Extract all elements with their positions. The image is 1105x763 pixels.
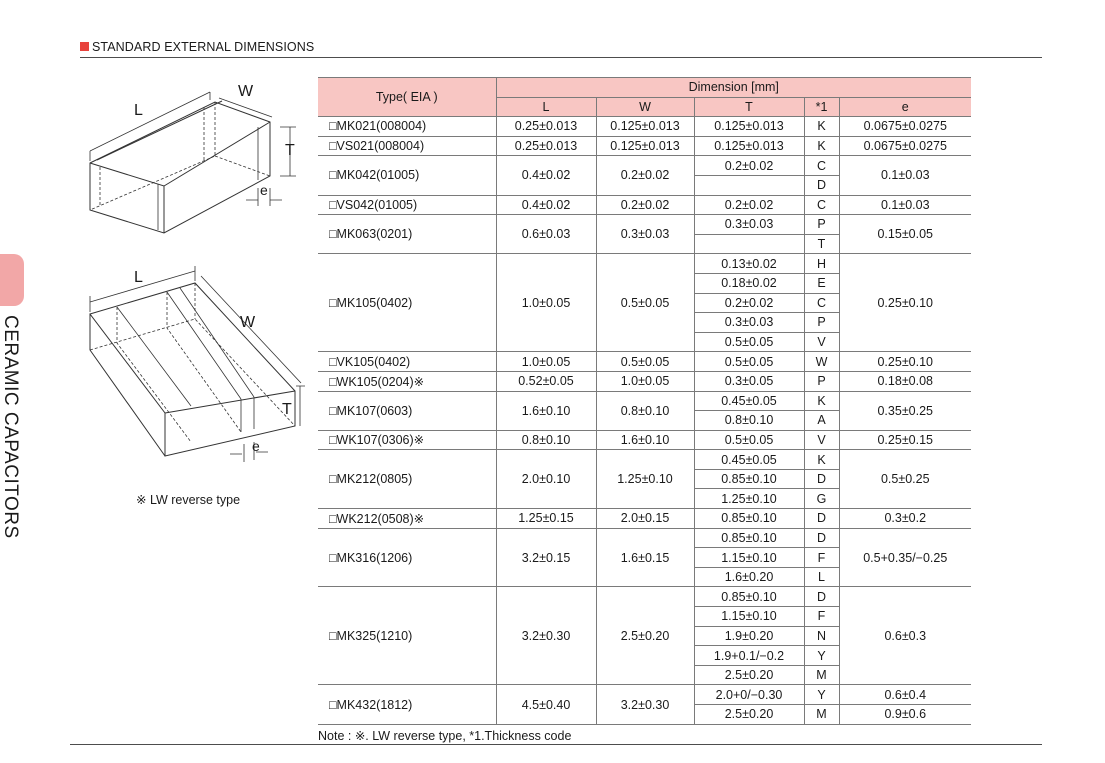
l-cell: 0.25±0.013: [496, 136, 596, 156]
thickness-code-cell: K: [804, 117, 839, 137]
type-cell: □MK105(0402): [318, 254, 496, 352]
t-cell: 0.3±0.03: [694, 313, 804, 333]
t-cell: 1.15±0.10: [694, 607, 804, 627]
t-cell: 0.3±0.05: [694, 371, 804, 391]
l-cell: 2.0±0.10: [496, 450, 596, 509]
type-cell: □WK107(0306)※: [318, 430, 496, 450]
thickness-code-cell: P: [804, 371, 839, 391]
type-cell: □WK212(0508)※: [318, 509, 496, 529]
t-cell: 0.85±0.10: [694, 528, 804, 548]
e-cell: 0.5±0.25: [839, 450, 971, 509]
table-row: [318, 136, 971, 156]
l-cell: 3.2±0.15: [496, 528, 596, 587]
table-row: [318, 685, 971, 705]
thickness-code-cell: C: [804, 156, 839, 176]
t-cell: 0.2±0.02: [694, 293, 804, 313]
t-cell: 0.3±0.03: [694, 215, 804, 235]
t-cell: 0.125±0.013: [694, 136, 804, 156]
t-cell: 2.5±0.20: [694, 705, 804, 725]
footer-rule: [70, 744, 1042, 745]
w-cell: 0.5±0.05: [596, 352, 694, 372]
section-title: STANDARD EXTERNAL DIMENSIONS: [92, 40, 315, 54]
l-cell: 4.5±0.40: [496, 685, 596, 724]
t-cell: 0.18±0.02: [694, 273, 804, 293]
thickness-code-cell: D: [804, 175, 839, 195]
e-cell: 0.5+0.35/−0.25: [839, 528, 971, 587]
thickness-code-cell: C: [804, 195, 839, 215]
table-row: [318, 156, 971, 176]
header-code: *1: [804, 97, 839, 117]
header-type: Type( EIA ): [318, 78, 496, 117]
type-cell: □MK042(01005): [318, 156, 496, 195]
header-l: L: [496, 97, 596, 117]
top-chip-drawing: [90, 92, 296, 233]
w-cell: 2.5±0.20: [596, 587, 694, 685]
e-cell: 0.35±0.25: [839, 391, 971, 430]
thickness-code-cell: A: [804, 411, 839, 431]
type-cell: □WK105(0204)※: [318, 371, 496, 391]
l-cell: 1.0±0.05: [496, 352, 596, 372]
thickness-code-cell: T: [804, 234, 839, 254]
t-cell: 0.85±0.10: [694, 469, 804, 489]
t-cell: 0.5±0.05: [694, 332, 804, 352]
lw-reverse-note: ※ LW reverse type: [136, 493, 241, 507]
t-cell: 0.2±0.02: [694, 195, 804, 215]
type-cell: □VS021(008004): [318, 136, 496, 156]
type-cell: □MK212(0805): [318, 450, 496, 509]
thickness-code-cell: F: [804, 607, 839, 627]
e-cell: 0.25±0.15: [839, 430, 971, 450]
type-cell: □MK316(1206): [318, 528, 496, 587]
thickness-code-cell: D: [804, 469, 839, 489]
table-row: [318, 528, 971, 548]
thickness-code-cell: D: [804, 587, 839, 607]
header-w: W: [596, 97, 694, 117]
thickness-code-cell: M: [804, 705, 839, 725]
l-cell: 1.25±0.15: [496, 509, 596, 529]
t-cell: 0.13±0.02: [694, 254, 804, 274]
w-cell: 0.125±0.013: [596, 117, 694, 137]
t-cell: 0.5±0.05: [694, 430, 804, 450]
w-cell: 1.0±0.05: [596, 371, 694, 391]
w-cell: 1.6±0.10: [596, 430, 694, 450]
thickness-code-cell: Y: [804, 685, 839, 705]
table-row: [318, 352, 971, 372]
bottom-chip-drawing: [90, 266, 305, 462]
e-cell: 0.25±0.10: [839, 254, 971, 352]
dimension-table: [318, 77, 971, 725]
type-cell: □MK107(0603): [318, 391, 496, 430]
l-cell: 0.4±0.02: [496, 195, 596, 215]
thickness-code-cell: D: [804, 509, 839, 529]
t-cell: 0.85±0.10: [694, 509, 804, 529]
e-cell: 0.0675±0.0275: [839, 136, 971, 156]
e-cell: 0.18±0.08: [839, 371, 971, 391]
t-cell: 2.5±0.20: [694, 665, 804, 685]
t-cell: 0.125±0.013: [694, 117, 804, 137]
table-row: [318, 117, 971, 137]
t-cell: [694, 234, 804, 254]
t-cell: 0.5±0.05: [694, 352, 804, 372]
side-category-label: CERAMIC CAPACITORS: [0, 315, 21, 539]
e-cell: 0.25±0.10: [839, 352, 971, 372]
dimension-table-body: [318, 117, 971, 724]
thickness-code-cell: Y: [804, 646, 839, 666]
table-row: [318, 587, 971, 607]
w-cell: 2.0±0.15: [596, 509, 694, 529]
table-row: [318, 450, 971, 470]
t-cell: 0.45±0.05: [694, 391, 804, 411]
table-row: [318, 391, 971, 411]
section-header: [80, 39, 1042, 58]
e-cell: 0.0675±0.0275: [839, 117, 971, 137]
w-cell: 0.3±0.03: [596, 215, 694, 254]
w-cell: 0.5±0.05: [596, 254, 694, 352]
type-cell: □MK325(1210): [318, 587, 496, 685]
bottom-t-label: T: [282, 401, 292, 418]
t-cell: 2.0+0/−0.30: [694, 685, 804, 705]
e-cell: 0.1±0.03: [839, 156, 971, 195]
thickness-code-cell: H: [804, 254, 839, 274]
t-cell: 0.45±0.05: [694, 450, 804, 470]
thickness-code-cell: V: [804, 332, 839, 352]
thickness-code-cell: L: [804, 567, 839, 587]
l-cell: 3.2±0.30: [496, 587, 596, 685]
e-cell: 0.15±0.05: [839, 215, 971, 254]
table-note: Note : ※. LW reverse type, *1.Thickness code: [318, 729, 572, 743]
header-e: e: [839, 97, 971, 117]
thickness-code-cell: E: [804, 273, 839, 293]
red-square-icon: [80, 42, 89, 51]
top-t-label: T: [285, 142, 295, 159]
top-w-label: W: [238, 83, 254, 100]
l-cell: 0.4±0.02: [496, 156, 596, 195]
type-cell: □MK021(008004): [318, 117, 496, 137]
bottom-l-label: L: [134, 269, 143, 286]
table-row: [318, 254, 971, 274]
e-cell: 0.3±0.2: [839, 509, 971, 529]
e-cell: 0.1±0.03: [839, 195, 971, 215]
header-dimension: Dimension [mm]: [496, 78, 971, 98]
type-cell: □VS042(01005): [318, 195, 496, 215]
table-row: [318, 371, 971, 391]
w-cell: 0.2±0.02: [596, 156, 694, 195]
table-row: [318, 509, 971, 529]
t-cell: 1.15±0.10: [694, 548, 804, 568]
e-cell: 0.6±0.4: [839, 685, 971, 705]
w-cell: 0.8±0.10: [596, 391, 694, 430]
l-cell: 1.0±0.05: [496, 254, 596, 352]
type-cell: □VK105(0402): [318, 352, 496, 372]
type-cell: □MK432(1812): [318, 685, 496, 724]
thickness-code-cell: P: [804, 215, 839, 235]
t-cell: 1.6±0.20: [694, 567, 804, 587]
t-cell: 1.9+0.1/−0.2: [694, 646, 804, 666]
dimension-drawings: [70, 60, 320, 530]
thickness-code-cell: V: [804, 430, 839, 450]
e-cell: 0.6±0.3: [839, 587, 971, 685]
t-cell: 1.9±0.20: [694, 626, 804, 646]
thickness-code-cell: P: [804, 313, 839, 333]
table-row: [318, 195, 971, 215]
top-l-label: L: [134, 102, 143, 119]
thickness-code-cell: G: [804, 489, 839, 509]
thickness-code-cell: C: [804, 293, 839, 313]
thickness-code-cell: W: [804, 352, 839, 372]
table-row: [318, 430, 971, 450]
bottom-e-label: e: [252, 438, 260, 454]
thickness-code-cell: K: [804, 136, 839, 156]
w-cell: 0.125±0.013: [596, 136, 694, 156]
thickness-code-cell: N: [804, 626, 839, 646]
e-cell: 0.9±0.6: [839, 705, 971, 725]
w-cell: 1.25±0.10: [596, 450, 694, 509]
chip-drawing-svg: [70, 60, 320, 530]
l-cell: 0.8±0.10: [496, 430, 596, 450]
t-cell: 0.85±0.10: [694, 587, 804, 607]
table-row: [318, 215, 971, 235]
bottom-w-label: W: [240, 314, 256, 331]
thickness-code-cell: M: [804, 665, 839, 685]
top-e-label: e: [260, 182, 268, 198]
w-cell: 1.6±0.15: [596, 528, 694, 587]
l-cell: 0.25±0.013: [496, 117, 596, 137]
side-tab: [0, 254, 24, 306]
w-cell: 0.2±0.02: [596, 195, 694, 215]
t-cell: 0.8±0.10: [694, 411, 804, 431]
thickness-code-cell: K: [804, 391, 839, 411]
l-cell: 0.52±0.05: [496, 371, 596, 391]
thickness-code-cell: D: [804, 528, 839, 548]
t-cell: [694, 175, 804, 195]
type-cell: □MK063(0201): [318, 215, 496, 254]
header-t: T: [694, 97, 804, 117]
w-cell: 3.2±0.30: [596, 685, 694, 724]
l-cell: 0.6±0.03: [496, 215, 596, 254]
l-cell: 1.6±0.10: [496, 391, 596, 430]
t-cell: 0.2±0.02: [694, 156, 804, 176]
t-cell: 1.25±0.10: [694, 489, 804, 509]
thickness-code-cell: F: [804, 548, 839, 568]
thickness-code-cell: K: [804, 450, 839, 470]
